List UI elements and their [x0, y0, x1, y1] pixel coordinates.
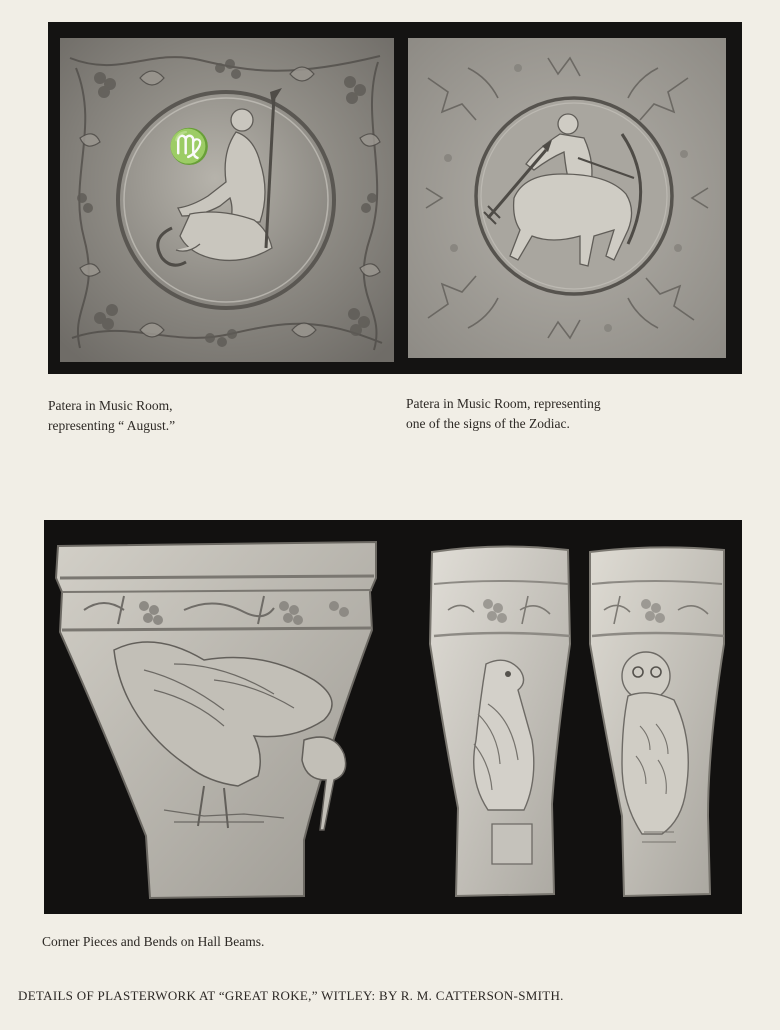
caption-corner-pieces: Corner Pieces and Bends on Hall Beams.	[42, 934, 265, 949]
caption-patera-zodiac	[406, 394, 601, 434]
bend-owl-image	[584, 546, 730, 902]
corner-piece-heron-image	[54, 540, 380, 902]
caption-patera-august	[48, 396, 175, 436]
bend-hawk-image	[428, 544, 574, 902]
patera-august-image	[60, 38, 394, 362]
bottom-photo-plate	[44, 520, 742, 914]
patera-zodiac-image	[408, 38, 726, 358]
patera-sagittarius-illustration	[408, 38, 726, 358]
caption-line: Patera in Music Room,	[48, 398, 173, 413]
page-title: DETAILS OF PLASTERWORK AT “GREAT ROKE,” WITLEY: BY R. M. CATTERSON-SMITH.	[18, 988, 564, 1003]
top-photo-plate	[48, 22, 742, 374]
caption-line: representing “ August.”	[48, 418, 176, 433]
caption-line: Patera in Music Room, representing	[406, 396, 601, 411]
patera-august-illustration	[60, 38, 394, 362]
virgo-glyph: ♍	[168, 127, 211, 167]
caption-line: one of the signs of the Zodiac.	[406, 416, 570, 431]
